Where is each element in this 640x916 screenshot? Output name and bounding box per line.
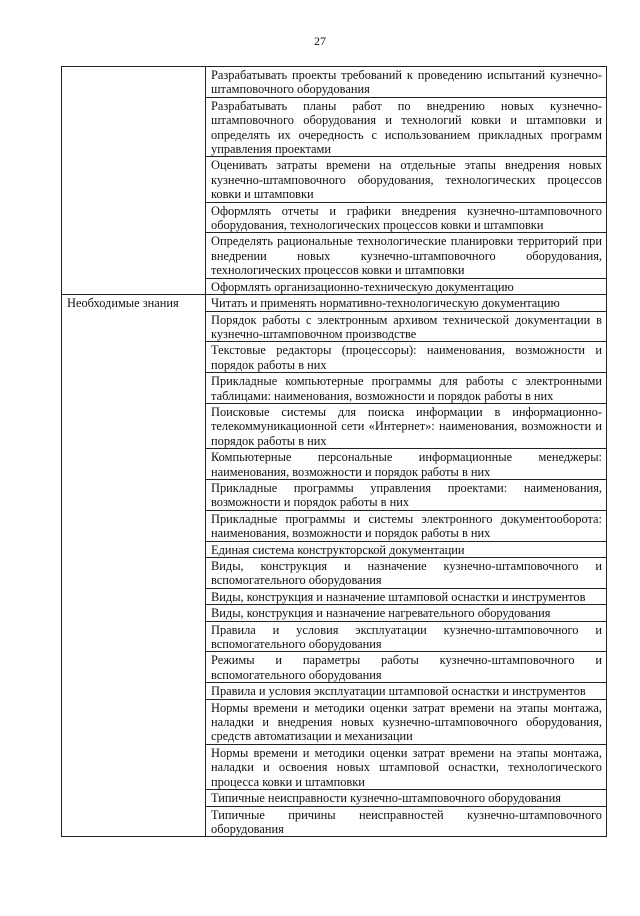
requirement-cell: Оформлять организационно-техническую документацию [206,278,607,294]
requirement-cell: Типичные причины неисправностей кузнечно-штамповочного оборудования [206,806,607,837]
requirement-cell: Порядок работы с электронным архивом технической документации в кузнечно-штамповочном производстве [206,311,607,342]
page-number: 27 [314,34,326,48]
requirement-cell: Читать и применять нормативно-технологическую документацию [206,295,607,311]
requirement-cell: Поисковые системы для поиска информации в информационно-телекоммуникационной сети «Интернет»: наименования, возможности и порядок работы в них [206,403,607,448]
requirement-cell: Прикладные компьютерные программы для работы с электронными таблицами: наименования, возможности и порядок работы в них [206,373,607,404]
requirement-cell: Текстовые редакторы (процессоры): наименования, возможности и порядок работы в них [206,342,607,373]
requirement-cell: Оформлять отчеты и графики внедрения кузнечно-штамповочного оборудования, технологических процессов ковки и штамповки [206,202,607,233]
requirement-cell: Определять рациональные технологические планировки территорий при внедрении новых кузнечно-штамповочного оборудования, технологических процессов ковки и штамповки [206,233,607,278]
requirement-cell: Правила и условия эксплуатации кузнечно-штамповочного и вспомогательного оборудования [206,621,607,652]
requirement-cell: Режимы и параметры работы кузнечно-штамповочного и вспомогательного оборудования [206,652,607,683]
table-row [62,295,607,311]
requirement-cell: Прикладные программы управления проектами: наименования, возможности и порядок работы в них [206,479,607,510]
requirement-cell: Виды, конструкция и назначение кузнечно-штамповочного и вспомогательного оборудования [206,558,607,589]
requirement-cell: Компьютерные персональные информационные менеджеры: наименования, возможности и порядок работы в них [206,449,607,480]
requirement-cell: Прикладные программы и системы электронного документооборота: наименования, возможности и порядок работы в них [206,510,607,541]
requirement-cell: Нормы времени и методики оценки затрат времени на этапы монтажа, наладки и освоения новых штамповой оснастки, технологического процесса ковки и штамповки [206,744,607,789]
table-row [62,67,607,98]
competency-table [61,66,607,837]
requirement-cell: Единая система конструкторской документации [206,541,607,557]
requirement-cell: Правила и условия эксплуатации штамповой оснастки и инструментов [206,683,607,699]
requirement-cell: Виды, конструкция и назначение штамповой оснастки и инструментов [206,588,607,604]
knowledge-label: Необходимые знания [62,295,206,837]
requirement-cell: Разрабатывать проекты требований к проведению испытаний кузнечно-штамповочного оборудования [206,67,607,98]
requirement-cell: Типичные неисправности кузнечно-штамповочного оборудования [206,790,607,806]
requirement-cell: Разрабатывать планы работ по внедрению новых кузнечно-штамповочного оборудования и технологий ковки и штамповки и определять их очередность с использованием прикладных программ управления проектами [206,97,607,157]
section-label-cell [62,67,206,295]
requirement-cell: Виды, конструкция и назначение нагревательного оборудования [206,605,607,621]
requirement-cell: Оценивать затраты времени на отдельные этапы внедрения новых кузнечно-штамповочного оборудования, технологических процессов ковки и штамповки [206,157,607,202]
requirement-cell: Нормы времени и методики оценки затрат времени на этапы монтажа, наладки и внедрения новых кузнечно-штамповочного оборудования, средств автоматизации и механизации [206,699,607,744]
